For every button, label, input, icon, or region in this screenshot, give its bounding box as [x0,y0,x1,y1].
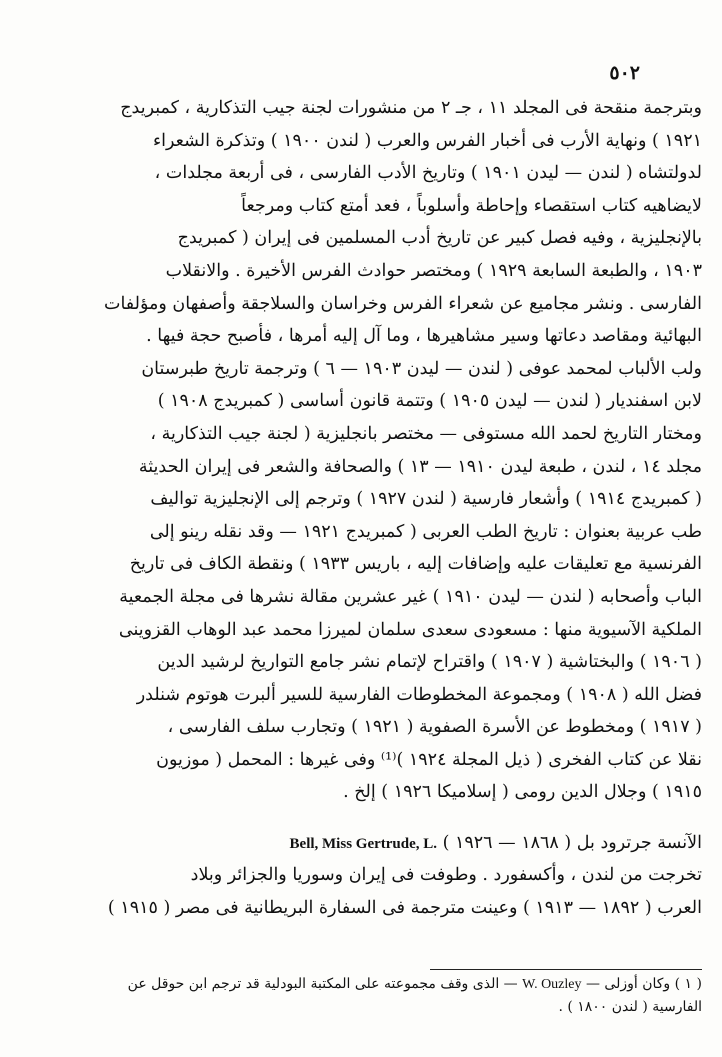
text-line: العرب ( ١٨٩٢ — ١٩١٣ ) وعينت مترجمة فى السفارة البريطانية فى مصر ( ١٩١٥ ) [107,897,702,918]
footnote-latin: W. Ouzley [522,977,582,992]
text-line: لدولتشاه ( لندن — ليدن ١٩٠١ ) وتاريخ الأدب الفارسى ، فى أربعة مجلدات ، [154,163,702,184]
text-line: نقلا عن كتاب الفخرى ( ذيل المجلة ١٩٢٤ )⁽¹⁾ وفى غيرها : المحمل ( موزيون [156,749,702,770]
text-line: تخرجت من لندن ، وأكسفورد . وطوفت فى إيران وسوريا والجزائر وبلاد [190,865,702,886]
text-line: ( ١٩١٧ ) ومخطوط عن الأسرة الصفوية ( ١٩٢١ ) وتجارب سلف الفارسى ، [167,717,702,738]
text-line: ولب الألباب لمحمد عوفى ( لندن — ليدن ١٩٠٣ — ٦ ) وترجمة تاريخ طبرستان [141,358,702,379]
entry-heading [40,827,702,859]
text-line: الفرنسية مع تعليقات عليه وإضافات إليه ، باريس ١٩٣٣ ) ونقطة الكاف فى تاريخ [129,554,702,575]
footnote-text: — الذى وقف مجموعته على المكتبة البودلية قد ترجم ابن حوقل عن [127,976,518,992]
body-text [40,92,702,924]
footnote-text: ( ١ ) وكان أوزلى — [585,976,702,992]
text-line: لابن اسفنديار ( لندن — ليدن ١٩٠٥ ) وتتمة قانون أساسى ( كمبريدج ١٩٠٨ ) [157,391,702,412]
text-line: الباب وأصحابه ( لندن — ليدن ١٩١٠ ) غير عشرين مقالة نشرها فى مجلة الجمعية [119,586,702,607]
text-line: لايضاهيه كتاب استقصاء وإحاطة وأسلوباً ، فعد أمتع كتاب ومرجعاً [241,195,702,216]
text-line: الفارسى . ونشر مجاميع عن شعراء الفرس وخراسان والسلاجقة وأصفهان ومؤلفات [103,293,702,314]
footnote-rule [430,969,702,970]
text-line: ١٩١٥ ) وجلال الدين رومى ( إسلاميكا ١٩٢٦ ) إلخ . [343,782,702,803]
entry-heading-latin: Bell, Miss Gertrude, L. [289,836,438,853]
footnote-line: الفارسية ( لندن ١٨٠٠ ) . [558,999,702,1015]
entry-heading-arabic: الآنسة جرترود بل ( ١٨٦٨ — ١٩٢٦ ) [442,833,702,854]
text-line: وبترجمة منقحة فى المجلد ١١ ، جـ ٢ من منشورات لجنة جيب التذكارية ، كمبريدج [120,98,702,118]
footnote [40,973,702,1019]
text-line: البهائية ومقاصد دعاتها وسير مشاهيرها ، وما آل إليه أمرها ، فأصبح حجة فيها . [146,326,702,347]
page-number: ٥٠٢ [609,62,640,84]
text-line: الملكية الآسيوية منها : مسعودى سعدى سلمان لميرزا محمد عبد الوهاب القزوينى [118,619,702,640]
text-line: فضل الله ( ١٩٠٨ ) ومجموعة المخطوطات الفارسية للسير ألبرت هوتوم شنلدر [136,684,702,705]
text-line: ١٩٢١ ) ونهاية الأرب فى أخبار الفرس والعرب ( لندن ١٩٠٠ ) وتذكرة الشعراء [152,130,702,151]
text-line: طب عربية بعنوان : تاريخ الطب العربى ( كمبريدج ١٩٢١ — وقد نقله رينو إلى [149,521,702,542]
footnote-line [40,973,702,996]
text-line: بالإنجليزية ، وفيه فصل كبير عن تاريخ أدب المسلمين فى إيران ( كمبريدج [177,228,702,249]
text-line: ( ١٩٠٦ ) والبختاشية ( ١٩٠٧ ) واقتراح لإتمام نشر جامع التواريخ لرشيد الدين [157,652,702,673]
text-line: ( كمبريدج ١٩١٤ ) وأشعار فارسية ( لندن ١٩٢٧ ) وترجم إلى الإنجليزية تواليف [150,489,702,510]
text-line: مجلد ١٤ ، لندن ، طبعة ليدن ١٩١٠ — ١٣ ) والصحافة والشعر فى إيران الحديثة [138,456,702,477]
text-line: ١٩٠٣ ، والطبعة السابعة ١٩٢٩ ) ومختصر حوادث الفرس الأخيرة . والانقلاب [165,260,702,281]
text-line: ومختار التاريخ لحمد الله مستوفى — مختصر بانجليزية ( لجنة جيب التذكارية ، [150,423,702,444]
